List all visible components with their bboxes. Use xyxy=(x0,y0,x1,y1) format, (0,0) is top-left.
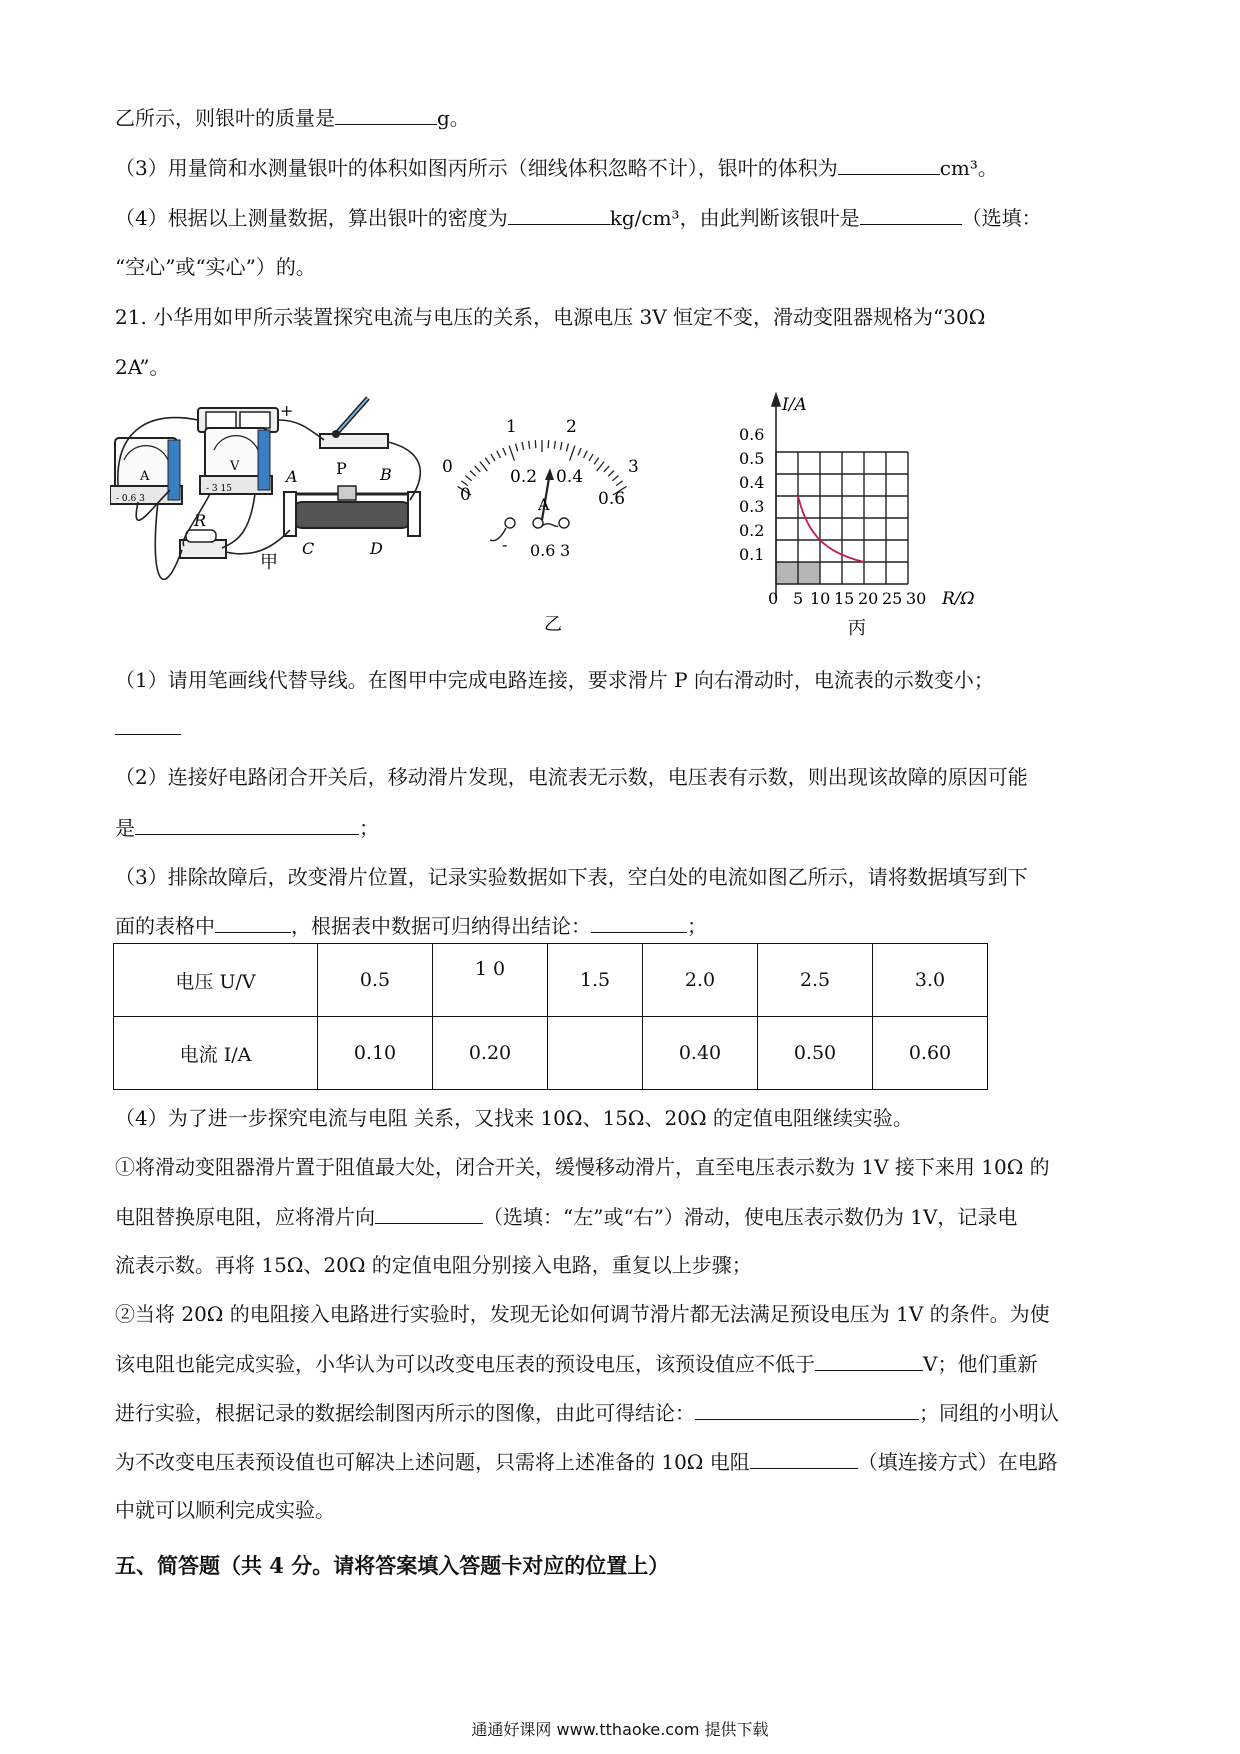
chart-x-tick-30: 30 xyxy=(906,589,927,608)
dial-tick xyxy=(529,441,530,449)
step-2-line-4: 为不改变电压表预设值也可解决上述问题，只需将上述准备的 10Ω 电阻 （填连接方式）在电路 xyxy=(115,1446,1058,1477)
dial-inner-tick-0: 0 xyxy=(460,485,471,505)
dial-tick xyxy=(503,448,506,455)
table-cell: 0.20 xyxy=(433,1017,548,1090)
rheostat-terminal-c: C xyxy=(302,539,315,558)
table-cell: 0.50 xyxy=(758,1017,873,1090)
ammeter-terminals: - 0.6 3 xyxy=(116,494,145,504)
answer-blank-conclusion-2[interactable] xyxy=(695,1397,919,1420)
dial-tick xyxy=(497,451,501,458)
chart-y-tick-05: 0.5 xyxy=(739,449,765,468)
question-21-part-2-cont: 是 ； xyxy=(115,812,379,843)
chart-y-tick-01: 0.1 xyxy=(739,545,765,564)
chart-x-tick-5: 5 xyxy=(793,589,804,608)
dial-outer-tick-2: 2 xyxy=(566,417,577,437)
step-1-line-1: ①将滑动变阻器滑片置于阻值最大处，闭合开关，缓慢移动滑片，直至电压表示数为 1V 接下来用 10Ω 的 xyxy=(115,1155,1050,1179)
chart-x-tick-10: 10 xyxy=(810,589,831,608)
chart-y-tick-02: 0.2 xyxy=(739,521,765,540)
table-cell: 0.60 xyxy=(873,1017,988,1090)
ammeter-icon xyxy=(110,438,182,504)
table-cell: 3.0 xyxy=(873,944,988,1017)
data-table xyxy=(113,943,988,1090)
figure-yi-dial xyxy=(442,417,639,635)
dial-terminal-3: 3 xyxy=(560,541,571,560)
section-5-heading: 五、简答题（共 4 分。请将答案填入答题卡对应的位置上） xyxy=(115,1553,670,1578)
dial-tick xyxy=(594,458,599,465)
question-21-part-3-cont: 面的表格中 ，根据表中数据可归纳得出结论： ； xyxy=(115,910,707,941)
figure-area xyxy=(110,390,1010,650)
page-footer: 通通好课网 www.tthaoke.com 提供下载 xyxy=(471,1720,769,1739)
answer-blank-part-1[interactable] xyxy=(115,712,181,735)
answer-blank-conclusion-1[interactable] xyxy=(591,910,687,933)
dial-tick xyxy=(535,440,536,448)
table-row-label: 电压 U/V xyxy=(114,944,318,1017)
table-row xyxy=(114,944,988,1017)
dial-tick xyxy=(612,476,618,481)
chart-y-label: I/A xyxy=(782,395,807,415)
answer-blank-min-voltage[interactable] xyxy=(815,1348,923,1371)
voltmeter-icon xyxy=(200,428,272,494)
ammeter-letter: A xyxy=(140,469,150,484)
question-21-stem: 21. 小华用如甲所示装置探究电流与电压的关系，电源电压 3V 恒定不变，滑动变阻器规格为“30Ω xyxy=(115,305,986,329)
table-row-label: 电流 I/A xyxy=(114,1017,318,1090)
step-2-line-5: 中就可以顺利完成实验。 xyxy=(115,1498,335,1522)
rheostat-icon xyxy=(284,486,420,536)
dial-tick xyxy=(470,471,476,477)
answer-blank-direction[interactable] xyxy=(375,1201,483,1224)
dial-tick xyxy=(608,471,614,477)
table-cell: 2.5 xyxy=(758,944,873,1017)
dial-tick xyxy=(491,454,495,461)
chart-y-tick-06: 0.6 xyxy=(739,425,765,444)
rheostat-slider-p: P xyxy=(336,459,347,478)
table-cell: 1 0 xyxy=(433,944,548,1017)
figure-jia-caption: 甲 xyxy=(260,552,278,573)
voltmeter-terminals: - 3 15 xyxy=(206,484,232,494)
answer-blank-hollow-solid[interactable] xyxy=(860,202,962,225)
dial-tick xyxy=(604,466,609,472)
dial-tick xyxy=(522,442,524,450)
dial-tick xyxy=(584,451,588,458)
table-cell-blank[interactable] xyxy=(548,1017,643,1090)
chart-y-tick-03: 0.3 xyxy=(739,497,765,516)
answer-blank-table-value[interactable] xyxy=(215,910,291,933)
dial-unit: A xyxy=(538,495,550,514)
dial-needle-tip xyxy=(545,468,554,480)
dial-terminal-minus: - xyxy=(502,535,508,554)
dial-inner-tick-1: 0.2 xyxy=(510,467,538,487)
chart-x-tick-0: 0 xyxy=(768,589,779,608)
resistor-label: R xyxy=(194,511,207,530)
dial-outer-tick-0: 0 xyxy=(442,457,453,477)
battery-minus-label: - xyxy=(182,407,188,426)
answer-blank-connection[interactable] xyxy=(750,1446,858,1469)
rheostat-terminal-a: A xyxy=(286,467,298,486)
answer-blank-density[interactable] xyxy=(508,202,610,225)
dial-ticks xyxy=(458,440,627,495)
dial-tick xyxy=(548,440,549,448)
step-2-line-2: 该电阻也能完成实验，小华认为可以改变电压表的预设电压，该预设值应不低于 V；他们重新 xyxy=(115,1348,1037,1379)
table-cell: 1.5 xyxy=(548,944,643,1017)
text-line-4: “空心”或“实心”）的。 xyxy=(115,255,316,279)
dial-tick xyxy=(578,448,581,455)
figure-bing-caption: 丙 xyxy=(848,618,866,639)
switch-icon xyxy=(320,398,388,448)
dial-tick xyxy=(554,441,555,449)
dial-terminal-06: 0.6 xyxy=(530,541,556,560)
table-row xyxy=(114,1017,988,1090)
question-21-part-4: （4）为了进一步探究电流与电阻 关系，又找来 10Ω、15Ω、20Ω 的定值电阻继续实验。 xyxy=(115,1106,913,1130)
figure-jia-circuit xyxy=(110,398,420,579)
question-21-part-3: （3）排除故障后，改变滑片位置，记录实验数据如下表，空白处的电流如图乙所示，请将数据填写到下 xyxy=(115,865,1028,889)
dial-tick xyxy=(570,446,575,461)
dial-tick xyxy=(465,476,471,481)
dial-tick xyxy=(480,462,487,471)
dial-tick xyxy=(566,444,568,452)
text-line-1: 乙所示，则银叶的质量是 g。 xyxy=(115,102,470,133)
dial-tick xyxy=(589,454,593,461)
dial-tick xyxy=(616,481,622,486)
dial-tick xyxy=(485,458,490,465)
table-cell: 0.40 xyxy=(643,1017,758,1090)
chart-x-tick-15: 15 xyxy=(834,589,855,608)
question-21-stem-cont: 2A”。 xyxy=(115,355,170,379)
chart-x-tick-20: 20 xyxy=(858,589,879,608)
text-line-2: （3）用量筒和水测量银叶的体积如图丙所示（细线体积忽略不计），银叶的体积为 cm³。 xyxy=(115,152,998,183)
answer-blank-mass[interactable] xyxy=(335,102,437,125)
question-21-part-1: （1）请用笔画线代替导线。在图甲中完成电路连接，要求滑片 P 向右滑动时，电流表的示数变小； xyxy=(115,668,994,692)
question-21-part-2: （2）连接好电路闭合开关后，移动滑片发现，电流表无示数，电压表有示数，则出现该故障的原因可能 xyxy=(115,765,1028,789)
chart-y-tick-04: 0.4 xyxy=(739,473,765,492)
figure-yi-caption: 乙 xyxy=(544,614,562,635)
answer-blank-part-1-line xyxy=(115,712,181,743)
rheostat-terminal-d: D xyxy=(370,539,383,558)
step-2-line-3: 进行实验，根据记录的数据绘制图丙所示的图像，由此可得结论： ；同组的小明认 xyxy=(115,1397,1059,1428)
dial-inner-tick-2: 0.4 xyxy=(556,467,584,487)
dial-tick xyxy=(560,442,562,450)
dial-tick xyxy=(509,446,514,461)
step-2-line-1: ②当将 20Ω 的电阻接入电路进行实验时，发现无论如何调节滑片都无法满足预设电压为 1V 的条件。为使 xyxy=(115,1302,1050,1326)
text-line-3: （4）根据以上测量数据，算出银叶的密度为 kg/cm³，由此判断该银叶是 （选填： xyxy=(115,202,1042,233)
dial-tick xyxy=(475,466,480,472)
chart-x-label: R/Ω xyxy=(942,589,975,609)
battery-plus-label: + xyxy=(280,401,294,420)
table-cell: 0.10 xyxy=(318,1017,433,1090)
dial-tick xyxy=(516,444,518,452)
answer-blank-fault-reason[interactable] xyxy=(135,812,359,835)
chart-series-line xyxy=(798,496,864,562)
step-1-line-3: 流表示数。再将 15Ω、20Ω 的定值电阻分别接入电路，重复以上步骤； xyxy=(115,1253,752,1277)
voltmeter-letter: V xyxy=(230,459,240,474)
table-cell: 0.5 xyxy=(318,944,433,1017)
answer-blank-volume[interactable] xyxy=(838,152,940,175)
dial-tick xyxy=(597,462,604,471)
dial-outer-tick-1: 1 xyxy=(506,417,517,437)
step-1-line-2: 电阻替换原电阻，应将滑片向 （选填：“左”或“右”）滑动，使电压表示数仍为 1V，记录电 xyxy=(115,1201,1017,1232)
dial-outer-tick-3: 3 xyxy=(628,457,639,477)
rheostat-terminal-b: B xyxy=(380,465,392,484)
table-cell: 2.0 xyxy=(643,944,758,1017)
dial-inner-tick-3: 0.6 xyxy=(598,489,626,509)
figure-bing-graph xyxy=(739,394,975,639)
chart-x-tick-25: 25 xyxy=(882,589,903,608)
